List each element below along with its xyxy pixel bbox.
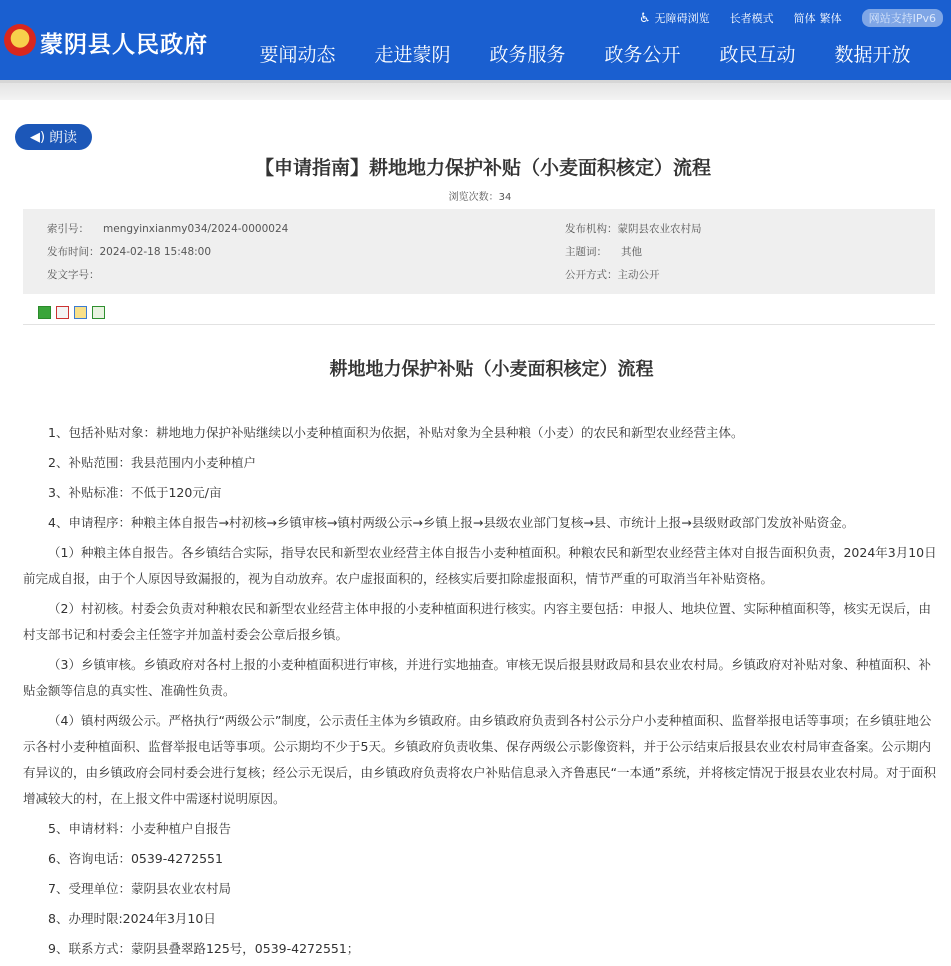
paragraph: （1）种粮主体自报告。各乡镇结合实际，指导农民和新型农业经营主体自报告小麦种植面积。种粮农民和新型农业经营主体对自报告面积负责，2024年3月10日前完成自报，由于个人原因导致漏报的，视为自动放弃。农户虚报面积的，经核实后要扣除虚报面积，情节严重的可取消当年补贴资格。 [23, 545, 937, 586]
header-divider-band [0, 80, 951, 100]
view-count-value: 34 [498, 192, 512, 203]
open-mode-label: 公开方式： [565, 269, 618, 281]
read-aloud-button[interactable] [15, 124, 92, 150]
douban-share-icon[interactable] [92, 306, 105, 319]
paragraph: 6、咨询电话：0539-4272551 [48, 851, 223, 866]
paragraph: 8、办理时限:2024年3月10日 [48, 911, 216, 926]
index-label: 索引号： [47, 223, 89, 235]
doc-number-row [47, 267, 100, 282]
topic-value: 其他 [621, 246, 642, 258]
publisher-value: 蒙阴县农业农村局 [617, 223, 702, 235]
doc-number-label: 发文字号： [47, 269, 100, 281]
wechat-share-icon[interactable] [38, 306, 51, 319]
accessibility-link[interactable]: 无障碍浏览 [654, 12, 710, 25]
paragraph: 2、补贴范围：我县范围内小麦种植户 [48, 455, 256, 470]
index-value: mengyinxianmy034/2024-0000024 [103, 223, 289, 235]
open-mode-value: 主动公开 [617, 269, 660, 281]
simplified-link[interactable]: 简体 [793, 12, 816, 25]
read-aloud-label: 朗读 [49, 130, 78, 146]
view-count [0, 188, 951, 203]
national-emblem-icon[interactable] [4, 24, 36, 56]
metadata-panel [23, 209, 935, 294]
publisher-row [565, 221, 702, 236]
paragraph: 4、申请程序：种粮主体自报告→村初核→乡镇审核→镇村两级公示→乡镇上报→县级农业部门复核→县、市统计上报→县级财政部门发放补贴资金。 [48, 515, 855, 530]
wheelchair-icon: ♿ [638, 10, 651, 26]
main-nav [240, 40, 930, 67]
publish-time-value: 2024-02-18 15:48:00 [99, 246, 212, 258]
paragraph: （3）乡镇审核。乡镇政府对各村上报的小麦种植面积进行审核，并进行实地抽查。审核无误后报县财政局和县农业农村局。乡镇政府对补贴对象、种植面积、补贴金额等信息的真实性、准确性负责。 [23, 657, 931, 698]
index-row [47, 221, 288, 236]
content-divider [23, 324, 935, 325]
topic-row [565, 244, 642, 259]
paragraph: （2）村初核。村委会负责对种粮农民和新型农业经营主体申报的小麦种植面积进行核实。内容主要包括：申报人、地块位置、实际种植面积等，核实无误后，由村支部书记和村委会主任签字并加盖村委会公章后报乡镇。 [23, 601, 931, 642]
nav-item-open-data[interactable]: 数据开放 [834, 44, 911, 66]
paragraph: 9、联系方式：蒙阴县叠翠路125号，0539-4272551； [48, 941, 360, 956]
site-name[interactable]: 蒙阴县人民政府 [40, 32, 208, 58]
nav-item-services[interactable]: 政务服务 [489, 44, 566, 66]
speaker-icon: ◀) [29, 129, 46, 145]
nav-item-interaction[interactable]: 政民互动 [719, 44, 796, 66]
publish-time-row [47, 244, 211, 259]
share-bar [38, 306, 110, 319]
ipv6-badge: 网站支持IPv6 [862, 9, 943, 27]
topic-label: 主题词： [565, 246, 607, 258]
qzone-share-icon[interactable] [74, 306, 87, 319]
paragraph: 7、受理单位：蒙阴县农业农村局 [48, 881, 231, 896]
elder-mode-link[interactable]: 长者模式 [729, 12, 774, 25]
page-title: 【申请指南】耕地地力保护补贴（小麦面积核定）流程 [254, 157, 711, 179]
nav-item-disclosure[interactable]: 政务公开 [604, 44, 681, 66]
publish-time-label: 发布时间： [47, 246, 100, 258]
nav-item-news[interactable]: 要闻动态 [259, 44, 336, 66]
weibo-share-icon[interactable] [56, 306, 69, 319]
publisher-label: 发布机构： [565, 223, 618, 235]
paragraph: 5、申请材料：小麦种植户自报告 [48, 821, 231, 836]
top-toolbar [639, 9, 943, 27]
open-mode-row [565, 267, 660, 282]
article-heading: 耕地地力保护补贴（小麦面积核定）流程 [329, 359, 654, 380]
nav-item-about[interactable]: 走进蒙阴 [374, 44, 451, 66]
traditional-link[interactable]: 繁体 [819, 12, 842, 25]
paragraph: 3、补贴标准：不低于120元/亩 [48, 485, 222, 500]
view-count-label: 浏览次数： [448, 192, 499, 203]
site-header [0, 0, 951, 80]
article-body [23, 420, 937, 966]
paragraph: （4）镇村两级公示。严格执行“两级公示”制度，公示责任主体为乡镇政府。由乡镇政府负责到各村公示分户小麦种植面积、监督举报电话等事项；在乡镇驻地公示各村小麦种植面积、监督举报电话等事项。公示期均不少于5天。乡镇政府负责收集、保存两级公示影像资料，并于公示结束后报县农业农村局审查备案。公示期内有异议的，由乡镇政府会同村委会进行复核；经公示无误后，由乡镇政府负责将农户补贴信息录入齐鲁惠民“一本通”系统，并将核定情况于报县农业农村局。对于面积增减较大的村，在上报文件中需逐村说明原因。 [23, 713, 936, 806]
paragraph: 1、包括补贴对象：耕地地力保护补贴继续以小麦种植面积为依据，补贴对象为全县种粮（小麦）的农民和新型农业经营主体。 [48, 425, 744, 440]
